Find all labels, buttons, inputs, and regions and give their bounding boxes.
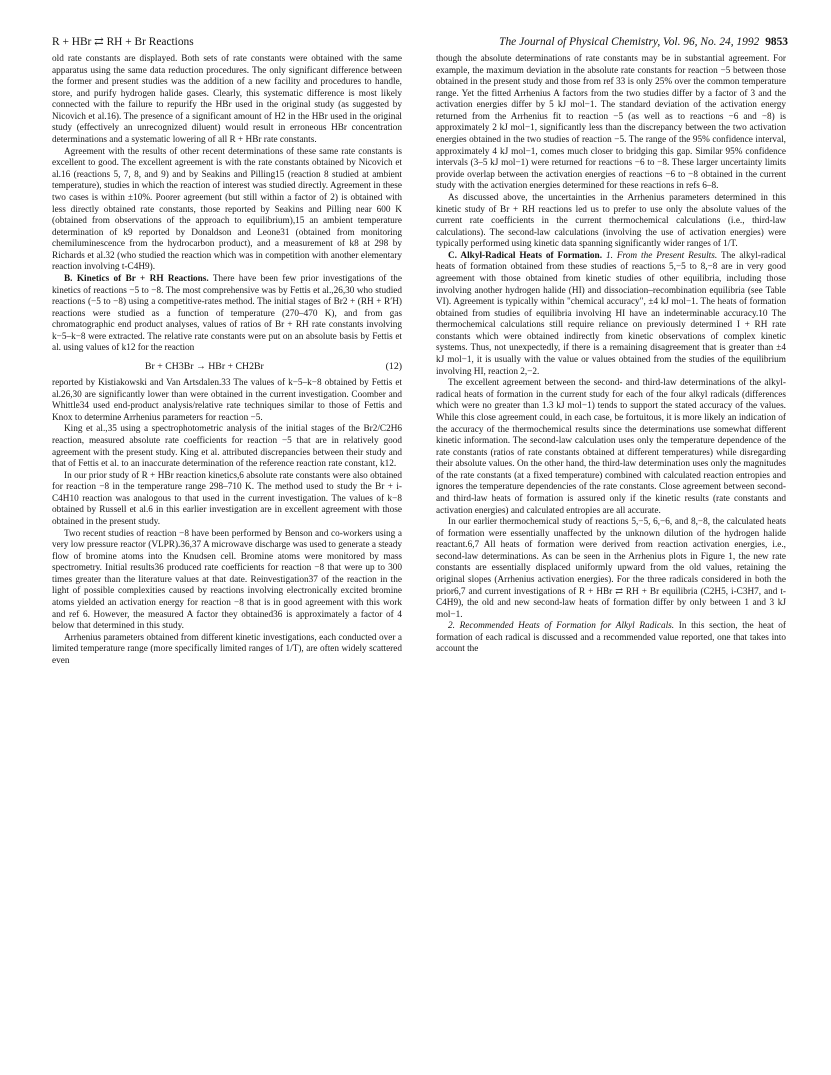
paragraph: In our prior study of R + HBr reaction kinetics,6 absolute rate constants were also obtained for reaction −8 in the temperature range 298–710 K. The method used to study the Br + i-C4H10 reaction was analogous to that used in the current investigation. The values of k−8 obtained by Russell et al.6 in this earlier investigation are in excellent agreement with those obtained in the present study. (52, 470, 402, 527)
paragraph: Arrhenius parameters obtained from different kinetic investigations, each conducted over a limited temperature range (more specifically limited ranges of 1/T), are often widely scattered even (52, 632, 402, 666)
paragraph-kinetics (52, 274, 402, 355)
equation-text: Br + CH3Br → HBr + CH2Br (145, 360, 264, 372)
paragraph: reported by Kistiakowski and Van Artsdalen.33 The values of k−5–k−8 obtained by Fettis et al.26,30 are significantly lower than were obtained in the current investigation. Coomber and Whittle34 used end-product analysis/relative rate techniques similar to those of Fettis and Knox to determine Arrhenius parameters for reaction −5. (52, 378, 402, 423)
section-heading: B. Kinetics of Br + RH Reactions. (64, 273, 209, 284)
paragraph-text: In this section, the heat of formation of each radical is discussed and a recommended value reported, one that takes into account the (436, 621, 787, 655)
paragraph: Two recent studies of reaction −8 have been performed by Benson and co-workers using a very low pressure reactor (VLPR).36,37 A microwave discharge was used to generate a steady flow of bromine atoms into the Knudsen cell. Bromine atoms were monitored by mass spectrometry. Initial results36 produced rate coefficients for reaction −8 that were up to 300 times greater than the literature values at that date. Reinvestigation37 of the reaction in the light of possible complexities caused by reactions involving electronically excited bromine atoms yielded an activation energy for reaction −8 that is in good agreement with this work and ref 6. However, the measured A factor they obtained36 is approximately a factor of 4 below that determined in this study. (52, 528, 402, 632)
subsection-heading: 1. From the Present Results. (605, 250, 718, 261)
paragraph: Agreement with the results of other recent determinations of these same rate constants is excellent to good. The excellent agreement is with the rate constants obtained by Nicovich et al.16 (reactions 5, 7, 8, and 9) and by Seakins and Pilling15 (reaction 8 studied at ambient temperature), studies in which the reaction of interest was studied directly. Agreement in these two cases is within ±10%. Poorer agreement (but still within a factor of 2) is obtained with less directly obtained rate constants, those reported by Seakins and Pilling near 600 K (obtained from observations of the approach to equilibrium),15 an ambient temperature determination of k9 reported by Donaldson and Leone31 (obtained from monitoring chemiluminescence from the hydrocarbon product), and a measurement of k8 at 298 by Richards et al.32 (who studied the reaction which was in competition with another elementary reaction involving t-C4H9). (52, 146, 402, 273)
journal-citation (499, 34, 788, 50)
journal-page (52, 34, 788, 1054)
paragraph: though the absolute determinations of rate constants may be in substantial agreement. For example, the maximum deviation in the absolute rate constants for reaction −5 between those obtained in the present study and those from ref 33 is only 25% over the common temperature range. Yet the fitted Arrhenius A factors from the two studies differ by a factor of 3 and the activation energies differ by 5 kJ mol−1. The standard deviation of the activation energy returned from the Arrhenius fit to reaction −5 (as well as to reactions −6 and −8) is approximately 2 kJ mol−1, significantly less than the discrepancy between the two activation energies obtained in the two studies of reaction −5. The range of the 95% confidence interval, approximately 4 kJ mol−1, comes much closer to bridging this gap. Similar 95% confidence intervals (3–5 kJ mol−1) were returned for reactions −6 to −8. These larger uncertainty limits provide overlap between the activation energies of reactions −6 to −8 obtained in the current study with the activation energies determined for these reactions in refs 6–8. (436, 54, 786, 192)
paragraph: old rate constants are displayed. Both sets of rate constants were obtained with the same apparatus using the same data reduction procedures. The only significant difference between the former and present studies was the addition of a new facility and procedures to handle, store, and purify hydrogen halide gases. Clearly, this systematic difference is most likely connected with the failure to repurify the HBr used in the original study (as suggested by Nicovich et al.16). The presence of a significant amount of H2 in the HBr used in the original study (effectively an unrecognized diluent) would result in erroneous HBr concentration determinations and a systematic lowering of all R + HBr rate constants. (52, 54, 402, 146)
left-column (52, 54, 402, 667)
right-column (436, 54, 786, 656)
paragraph-text: There have been few prior investigations of the kinetics of reactions −5 to −8. The most comprehensive was by Fettis et al.,26,30 who studied reactions (−5 to −8) using a competitive-rates method. The initial stages of Br2 + (RH + R′H) reactions were studied as a function of temperature (270–470 K), and from gas chromatographic end product analyses, values of ratios of Br + RH rate constants involving k−5–k−8 were extracted. The relative rate constants were put on an absolute basis by Fettis et al. using values of k12 for the reaction (52, 273, 402, 354)
paragraph-recommended (436, 621, 786, 656)
journal-name: The Journal of Physical Chemistry, Vol. 96, No. 24, 1992 (499, 36, 760, 48)
subsection-heading: 2. Recommended Heats of Formation for Alkyl Radicals. (448, 621, 675, 632)
equation-number: (12) (385, 360, 402, 372)
page-header (52, 34, 788, 50)
section-heading: C. Alkyl-Radical Heats of Formation. (448, 250, 603, 261)
paragraph: King et al.,35 using a spectrophotometric analysis of the initial stages of the Br2/C2H6 reaction, measured absolute rate coefficients for reaction −5 that are in relatively good agreement with the present study. King et al. attributed discrepancies between their study and that of Fettis et al. to an inaccurate determination of the reference reaction rate constant, k12. (52, 424, 402, 470)
paragraph: As discussed above, the uncertainties in the Arrhenius parameters determined in this kinetic study of Br + RH reactions led us to prefer to use only the absolute values of the current rate coefficients in the current thermochemical calculations (i.e., third-law calculations). The second-law calculations (involving the use of activation energies) were typically performed using kinetic data spanning significantly wider ranges of 1/T. (436, 192, 786, 250)
running-title: R + HBr ⇄ RH + Br Reactions (52, 36, 194, 48)
paragraph-text: The alkyl-radical heats of formation obtained from these studies of reactions 5,−5 to 8,−8 are in very good agreement with those obtained from kinetic studies of other equilibria, including those involving another hydrogen halide (HI) and dissociation–recombination equilibria (see Table VI). Agreement is typically within "chemical accuracy", ±4 kJ mol−1. The heats of formation obtained from studies of equilibria involving HI have an indeterminable accuracy.10 The thermochemical calculations still require reliance on previously determined I + RH rate constants which were obtained indirectly from kinetic observations of complex kinetic systems. Thus, not unexpectedly, if there is a remaining disagreement that is greater than ±4 kJ mol−1, it is usually with the value or values obtained from the studies of the equilibrium involving HI, reaction 2,−2. (436, 250, 787, 377)
paragraph: The excellent agreement between the second- and third-law determinations of the alkyl-radical heats of formation in the current study for each of the four alkyl radicals (differences which were no greater than 1.3 kJ mol−1) tends to support the stated accuracy of the values. While this close agreement could, in each case, be fortuitous, it is more likely an indication of the accuracy of the thermochemical results since the determinations use somewhat different kinetic information. The second-law calculation uses only the temperature dependence of the rate constants (ratios of rate constants obtained at different temperatures) while disregarding their absolute values. On the other hand, the third-law determination uses only the magnitudes of the rate constants (at a fixed temperature) combined with calculated reaction entropies and ignores the temperature dependencies of the rate constants. Close agreement between second- and third-law heats of formation is assured only if the kinetic results (rate constants and activation energies) and calculated entropies are all accurate. (436, 378, 786, 516)
page-number: 9853 (765, 36, 788, 48)
equation-12 (52, 355, 402, 378)
paragraph: In our earlier thermochemical study of reactions 5,−5, 6,−6, and 8,−8, the calculated heats of formation were essentially unaffected by the unknown dilution of the hydrogen halide reactant.6,7 All heats of formation were derived from reaction activation energies, i.e., second-law determinations. As can be seen in the Arrhenius plots in Figure 1, the new rate constants are essentially displaced uniformly upward from the old values, retaining the original slopes (Arrhenius activation energies). For the three radicals considered in both the prior6,7 and current investigations of R + HBr ⇄ RH + Br equilibria (C2H5, i-C3H7, and t-C4H9), the old and new second-law heats of formation differ by only between 1 and 3 kJ mol−1. (436, 517, 786, 620)
paragraph-heats-of-formation (436, 251, 786, 378)
